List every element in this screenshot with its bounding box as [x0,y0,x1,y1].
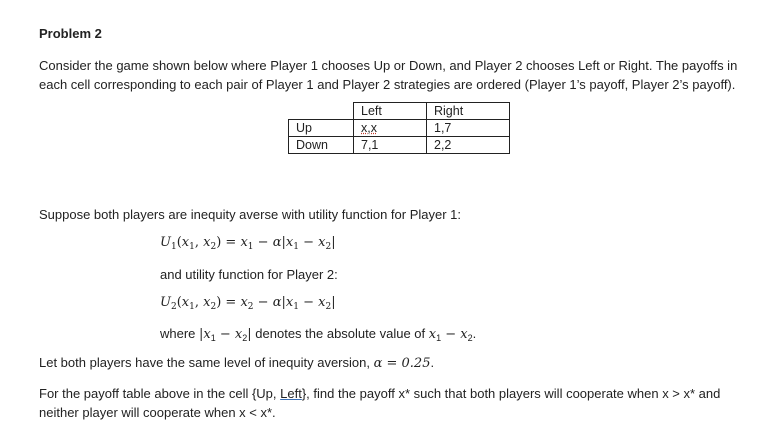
table-corner-cell [289,103,354,120]
assumption-text: Suppose both players are inequity averse with utility function for Player 1: [39,207,462,222]
intro-line-1: Consider the game shown below where Player 1 chooses Up or Down, and Player 2 chooses Left or Right. The payoffs in [39,58,738,73]
col-header-right: Right [427,103,510,120]
player-2-intro: and utility function for Player 2: [160,267,338,282]
problem-title: Problem 2 [39,26,102,41]
left-keyword: Left [280,386,302,401]
absolute-value-note: where $|x_1 - x_2|$ denotes the absolute value of $x_1 - x_2$. [160,326,477,343]
table-header-row [289,103,510,120]
cell-up-left-value: x,x [361,121,377,135]
equation-player-2: $U_2(x_1$, $x_2) = x_2 - \alpha|x_1 - x_2|$ [160,295,336,312]
col-header-left: Left [354,103,427,120]
table-row [289,120,510,137]
alpha-statement: Let both players have the same level of inequity aversion, α = 0.25. [39,355,435,371]
intro-line-2: each cell corresponding to each pair of Player 1 and Player 2 strategies are ordered (Player 1’s payoff, Player 2’s payoff). [39,77,736,92]
row-label-up: Up [289,120,354,137]
equation-player-1: $U_1(x_1$, $x_2) = x_1 - \alpha|x_1 - x_2|$ [160,235,336,252]
question-line-2: neither player will cooperate when x < x*. [39,405,276,420]
cell-up-right: 1,7 [427,120,510,137]
table-row [289,137,510,154]
question-line-1: For the payoff table above in the cell {Up, Left}, find the payoff x* such that both players will cooperate when x > x* and [39,386,721,401]
row-label-down: Down [289,137,354,154]
cell-up-left [354,120,427,137]
payoff-table [288,102,510,154]
cell-down-right: 2,2 [427,137,510,154]
cell-down-left: 7,1 [354,137,427,154]
